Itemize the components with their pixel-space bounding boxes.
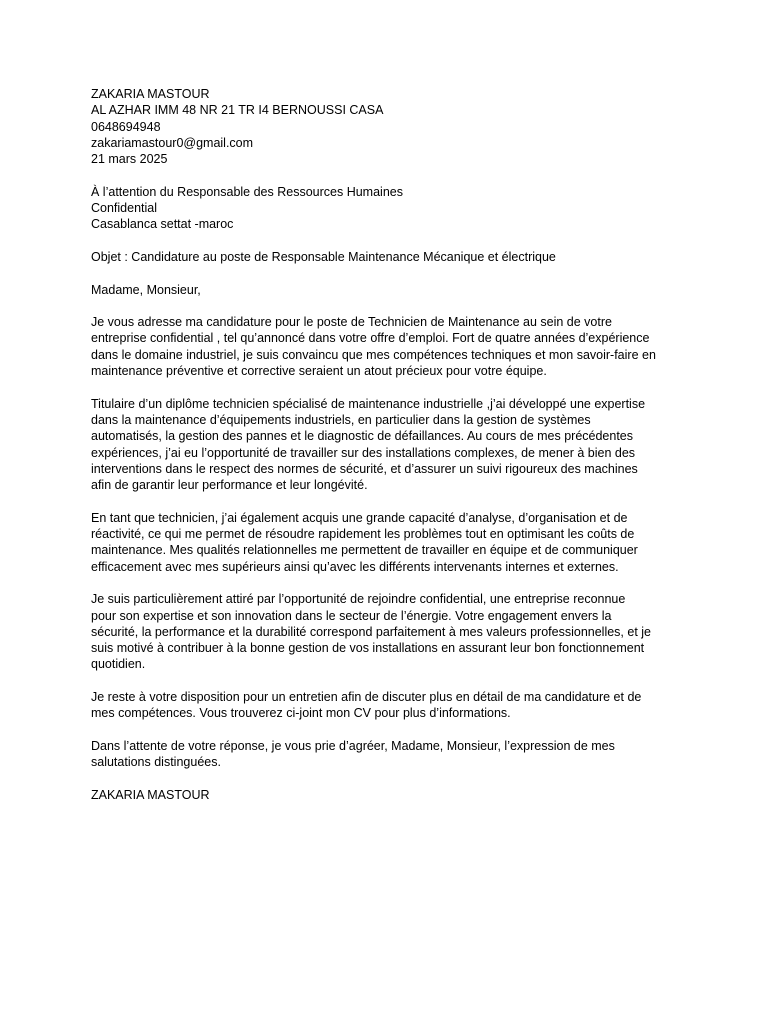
signature: ZAKARIA MASTOUR [91, 787, 210, 802]
recipient-block [91, 184, 691, 233]
paragraph-2: Titulaire d’un diplôme technicien spécialisé de maintenance industrielle ,j’ai développé une expertise dans la maintenance d’équipements industriels, en particulier dans la gestion de systèmes automatisés, la gestion des pannes et le diagnostic de défaillances. Au cours de mes précédentes expériences, j’ai eu l’opportunité de travailler sur des installations complexes, de mener à bien des interventions dans le respect des normes de sécurité, et d’assurer un suivi rigoureux des machines afin de garantir leur performance et leur longévité. [91, 396, 646, 493]
greeting: Madame, Monsieur, [91, 282, 201, 297]
closing-paragraph: Dans l’attente de votre réponse, je vous prie d’agréer, Madame, Monsieur, l’expression de mes salutations distinguées. [91, 738, 615, 770]
letter-date: 21 mars 2025 [91, 152, 168, 167]
paragraph-4: Je suis particulièrement attiré par l’opportunité de rejoindre confidential, une entreprise reconnue pour son expertise et son innovation dans le secteur de l’énergie. Votre engagement envers la sécurité, la performance et la durabilité correspond parfaitement à mes valeurs professionnelles, et je suis motivé à contribuer à la bonne gestion de vos installations en assurant leur bon fonctionnement quotidien. [91, 592, 652, 672]
paragraph-3: En tant que technicien, j’ai également acquis une grande capacité d’analyse, d’organisation et de réactivité, ce qui me permet de résoudre rapidement les problèmes tout en optimisant les coûts de maintenance. Mes qualités relationnelles me permettent de travailler en équipe et de communiquer efficacement avec mes supérieurs ainsi qu’avec les différents intervenants internes et externes. [91, 510, 638, 574]
subject-line: Objet : Candidature au poste de Responsable Maintenance Mécanique et électrique [91, 249, 556, 264]
recipient-attention: À l’attention du Responsable des Ressources Humaines [91, 184, 403, 199]
paragraph-1: Je vous adresse ma candidature pour le poste de Technicien de Maintenance au sein de votre entreprise confidential , tel qu’annoncé dans votre offre d’emploi. Fort de quatre années d’expérience dans le domaine industriel, je suis convaincu que mes compétences techniques et mon savoir-faire en maintenance préventive et corrective seraient un atout précieux pour votre équipe. [91, 315, 656, 379]
paragraph-5: Je reste à votre disposition pour un entretien afin de discuter plus en détail de ma candidature et de mes compétences. Vous trouverez ci-joint mon CV pour plus d’informations. [91, 689, 642, 721]
sender-phone: 0648694948 [91, 119, 161, 134]
sender-email: zakariamastour0@gmail.com [91, 135, 254, 150]
letter-page [91, 86, 691, 819]
recipient-city: Casablanca settat -maroc [91, 217, 234, 232]
recipient-company: Confidential [91, 201, 158, 216]
sender-address: AL AZHAR IMM 48 NR 21 TR I4 BERNOUSSI CASA [91, 103, 384, 118]
sender-block [91, 86, 691, 167]
sender-name: ZAKARIA MASTOUR [91, 87, 210, 101]
